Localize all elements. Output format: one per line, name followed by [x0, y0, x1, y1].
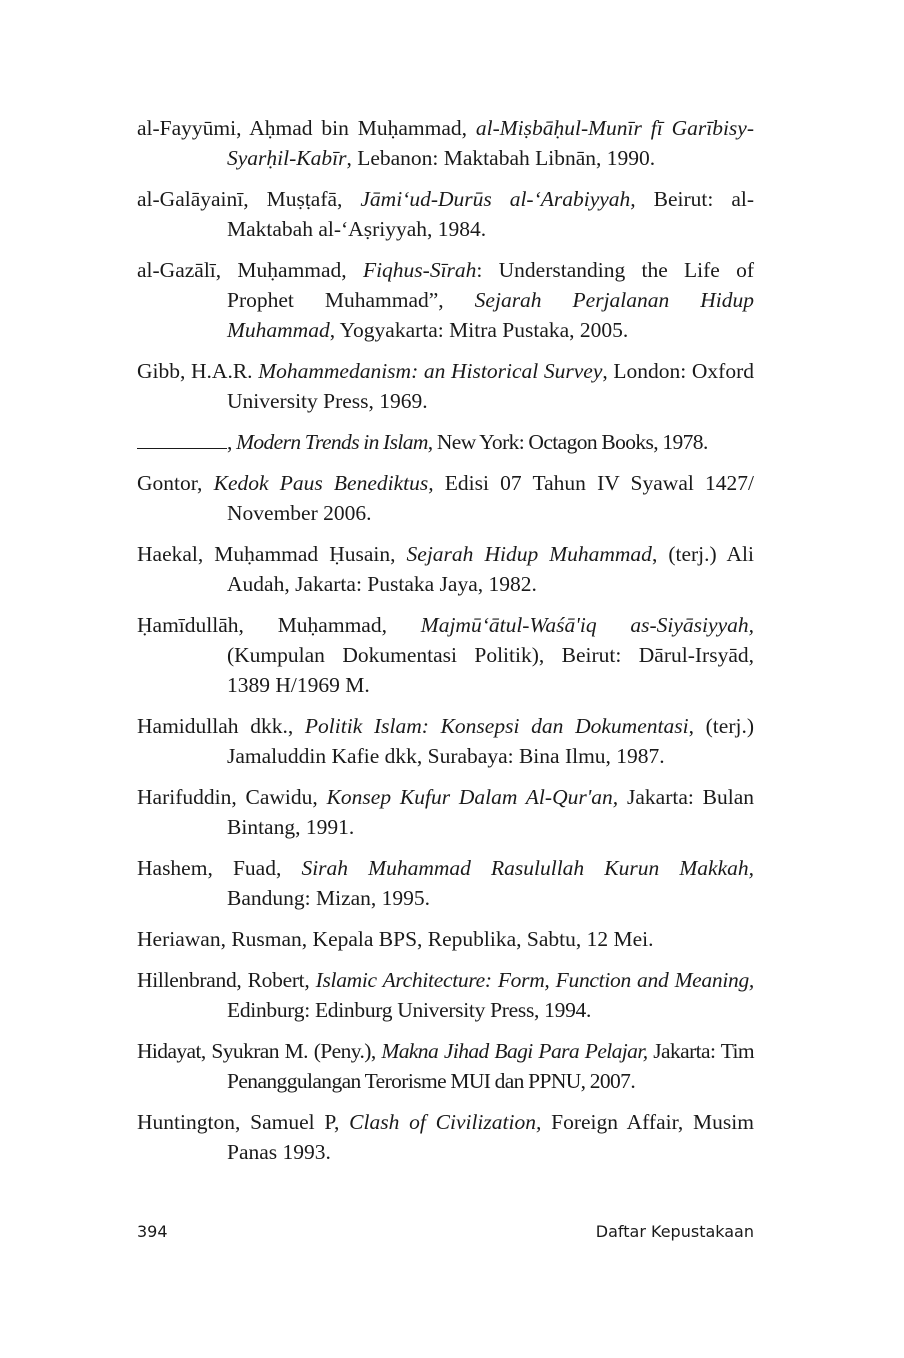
bibliography-entry — [137, 924, 754, 954]
entry-text: , Yogyakarta: Mitra Pustaka, 2005. — [329, 318, 629, 342]
entry-title: Sejarah Hidup Muhammad — [406, 542, 652, 566]
entry-title: Konsep Kufur Dalam Al-Qur'an, — [326, 785, 619, 809]
page-footer — [137, 1222, 754, 1246]
entry-text: Heriawan, Rusman, Kepala BPS, Republika, Sabtu, 12 Mei. — [137, 927, 654, 951]
bibliography-entry — [137, 184, 754, 244]
entry-text: Beirut: al-Maktabah al-‘Aṣriyyah, 1984. — [227, 187, 754, 241]
repeated-author-dash — [137, 430, 227, 449]
entry-text: Hamidullah dkk., — [137, 714, 305, 738]
entry-text: Gibb, H.A.R. — [137, 359, 259, 383]
bibliography-entry — [137, 965, 754, 1025]
bibliography-entry — [137, 711, 754, 771]
bibliography-entry — [137, 113, 754, 173]
entry-text: Hidayat, Syukran M. (Peny.), — [137, 1039, 382, 1063]
bibliography-entry — [137, 1036, 754, 1096]
bibliography-entry — [137, 356, 754, 416]
entry-text: al-Galāyainī, Muṣṭafā, — [137, 187, 361, 211]
entry-text: Harifuddin, Cawidu, — [137, 785, 327, 809]
entry-text: al-Gazālī, Muḥammad, — [137, 258, 363, 282]
entry-text: , London: Oxford University Press, 1969. — [227, 359, 754, 413]
entry-text: Foreign Affair, Musim Panas 1993. — [227, 1110, 754, 1164]
entry-title: Fiqhus-Sīrah — [362, 258, 477, 282]
bibliography-entry — [137, 468, 754, 528]
bibliography-entry — [137, 610, 754, 700]
bibliography-list — [137, 113, 754, 1178]
entry-title: Kedok Paus Benediktus, — [213, 471, 434, 495]
entry-text: al-Fayyūmi, Aḥmad bin Muḥammad, — [137, 116, 476, 140]
bibliography-entry — [137, 782, 754, 842]
entry-text: Haekal, Muḥammad Ḥusain, — [137, 542, 407, 566]
entry-text: New York: Octagon Books, 1978. — [432, 430, 708, 454]
entry-text: Gontor, — [137, 471, 214, 495]
entry-title: Clash of Civilization, — [349, 1110, 542, 1134]
entry-title: Majmū‘ātul-Waśā'iq as-Siyāsiyyah, — [420, 613, 754, 637]
entry-text: Hashem, Fuad, — [137, 856, 302, 880]
entry-title: Mohammedanism: an Historical Survey — [258, 359, 603, 383]
bibliography-entry — [137, 255, 754, 345]
entry-title: Jāmi‘ud-Durūs al-‘Arabiyyah, — [360, 187, 636, 211]
entry-text: Jakarta: Bulan Bintang, 1991. — [227, 785, 754, 839]
entry-text: Edinburg: Edinburg University Press, 1994. — [227, 998, 592, 1022]
entry-title: Islamic Architecture: Form, Function and Meaning, — [315, 968, 754, 992]
section-title: Daftar Kepustakaan — [595, 1222, 754, 1241]
entry-title: Makna Jihad Bagi Para Pelajar, — [381, 1039, 648, 1063]
entry-text: Ḥamīdullāh, Muḥammad, — [137, 613, 421, 637]
entry-title: Sirah Muhammad Rasulullah Kurun Makkah, — [301, 856, 754, 880]
entry-text: , (terj.) Ali Audah, Jakarta: Pustaka Jaya, 1982. — [227, 542, 754, 596]
entry-title: Sejarah Perjalanan Hidup Muhammad — [227, 288, 755, 342]
entry-text: , — [227, 430, 237, 454]
entry-title: Modern Trends in Islam, — [236, 430, 433, 454]
entry-title: al-Miṣbāḥul-Munīr fī Garībisy-Syarḥil-Kabīr — [227, 116, 755, 170]
bibliography-entry — [137, 853, 754, 913]
entry-text: : Understanding the Life of Prophet Muhammad”, — [227, 258, 754, 312]
entry-text: Bandung: Mizan, 1995. — [227, 886, 431, 910]
entry-text: Edisi 07 Tahun IV Syawal 1427/ November 2006. — [227, 471, 754, 525]
entry-title: Politik Islam: Konsepsi dan Dokumentasi — [304, 714, 689, 738]
page-number: 394 — [137, 1222, 168, 1241]
bibliography-entry — [137, 539, 754, 599]
bibliography-entry — [137, 427, 754, 457]
entry-text: , Lebanon: Maktabah Libnān, 1990. — [346, 146, 656, 170]
entry-text: Jakarta: Tim Penanggulangan Terorisme MUI dan PPNU, 2007. — [227, 1039, 754, 1093]
entry-text: , (terj.) Jamaluddin Kafie dkk, Surabaya: Bina Ilmu, 1987. — [227, 714, 754, 768]
entry-text: (Kumpulan Dokumentasi Politik), Beirut: Dārul-Irsyād, 1389 H/1969 M. — [227, 643, 754, 697]
entry-text: Huntington, Samuel P, — [137, 1110, 350, 1134]
entry-text: Hillenbrand, Robert, — [137, 968, 316, 992]
bibliography-entry — [137, 1107, 754, 1167]
